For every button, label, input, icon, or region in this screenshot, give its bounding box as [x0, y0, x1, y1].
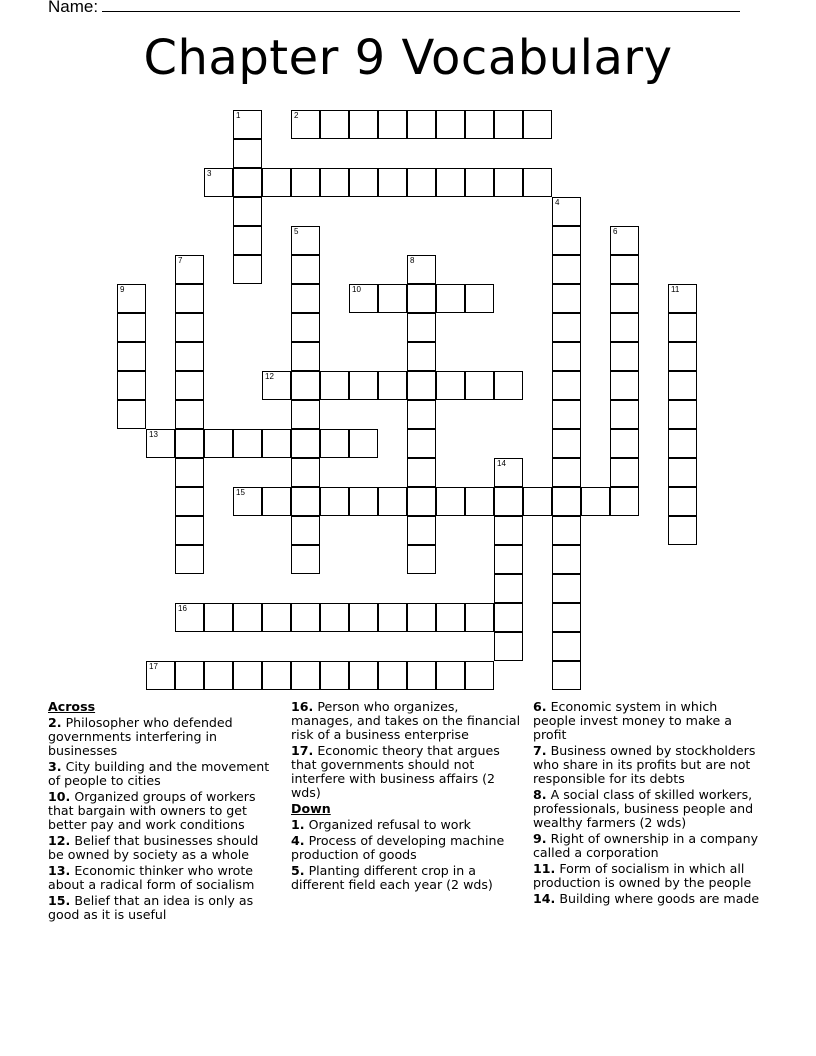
crossword-cell[interactable]	[349, 603, 378, 632]
crossword-cell[interactable]	[494, 487, 523, 516]
crossword-cell[interactable]	[204, 603, 233, 632]
crossword-cell[interactable]	[610, 284, 639, 313]
crossword-cell[interactable]	[436, 371, 465, 400]
crossword-cell[interactable]	[175, 255, 204, 284]
crossword-cell[interactable]	[233, 487, 262, 516]
clue-across-2: 2. Philosopher who defended governments interfering in businesses	[48, 715, 233, 758]
crossword-cell[interactable]	[175, 603, 204, 632]
crossword-cell[interactable]	[407, 429, 436, 458]
crossword-cell[interactable]	[262, 429, 291, 458]
clue-down-7: 7. Business owned by stockholders who share in its profits but are not responsible for its debts	[533, 743, 756, 786]
crossword-cell[interactable]	[204, 168, 233, 197]
crossword-cell[interactable]	[436, 603, 465, 632]
crossword-cell[interactable]	[407, 168, 436, 197]
crossword-cell[interactable]	[291, 545, 320, 574]
crossword-cell[interactable]	[233, 197, 262, 226]
crossword-cell[interactable]	[378, 168, 407, 197]
clue-down-6: 6. Economic system in which people invest money to make a profit	[533, 699, 732, 742]
crossword-cell[interactable]	[610, 429, 639, 458]
crossword-cell[interactable]	[407, 371, 436, 400]
crossword-cell[interactable]	[320, 110, 349, 139]
clue-down-8: 8. A social class of skilled workers, professionals, business people and wealthy farmers (2 wds)	[533, 787, 754, 830]
crossword-cell[interactable]	[436, 110, 465, 139]
crossword-cell[interactable]	[262, 661, 291, 690]
clue-number: 14	[497, 459, 506, 468]
crossword-cell[interactable]	[668, 400, 697, 429]
clue-number: 12	[265, 372, 274, 381]
crossword-cell[interactable]	[291, 400, 320, 429]
crossword-cell[interactable]	[407, 487, 436, 516]
clue-across-10: 10. Organized groups of workers that bargain with owners to get better pay and work conditions	[48, 789, 256, 832]
crossword-cell[interactable]	[407, 516, 436, 545]
crossword-cell[interactable]	[291, 487, 320, 516]
crossword-cell[interactable]	[610, 487, 639, 516]
crossword-cell[interactable]	[378, 661, 407, 690]
crossword-cell[interactable]	[552, 313, 581, 342]
clue-number: 2	[294, 111, 299, 120]
crossword-cell[interactable]	[320, 603, 349, 632]
crossword-cell[interactable]	[552, 516, 581, 545]
crossword-cell[interactable]	[668, 429, 697, 458]
crossword-cell[interactable]	[465, 487, 494, 516]
crossword-cell[interactable]	[146, 661, 175, 690]
crossword-cell[interactable]	[581, 487, 610, 516]
crossword-cell[interactable]	[610, 400, 639, 429]
crossword-cell[interactable]	[610, 458, 639, 487]
crossword-cell[interactable]	[407, 313, 436, 342]
crossword-cell[interactable]	[291, 516, 320, 545]
crossword-cell[interactable]	[494, 110, 523, 139]
crossword-cell[interactable]	[494, 545, 523, 574]
crossword-cell[interactable]	[175, 313, 204, 342]
crossword-cell[interactable]	[436, 168, 465, 197]
crossword-cell[interactable]	[320, 168, 349, 197]
crossword-cell[interactable]	[233, 139, 262, 168]
crossword-cell[interactable]	[610, 371, 639, 400]
clues-column-3	[533, 700, 763, 908]
clues-column-1	[48, 700, 278, 924]
crossword-cell[interactable]	[523, 168, 552, 197]
crossword-cell[interactable]	[291, 458, 320, 487]
clue-across-16: 16. Person who organizes, manages, and takes on the financial risk of a business enterprise	[291, 699, 521, 742]
crossword-cell[interactable]	[291, 429, 320, 458]
crossword-cell[interactable]	[552, 545, 581, 574]
across-heading: Across	[48, 699, 96, 714]
crossword-cell[interactable]	[262, 168, 291, 197]
clue-across-15: 15. Belief that an idea is only as good as it is useful	[48, 893, 254, 922]
clue-across-12: 12. Belief that businesses should be owned by society as a whole	[48, 833, 259, 862]
crossword-cell[interactable]	[523, 110, 552, 139]
crossword-cell[interactable]	[465, 371, 494, 400]
crossword-cell[interactable]	[378, 603, 407, 632]
crossword-cell[interactable]	[465, 603, 494, 632]
crossword-cell[interactable]	[320, 429, 349, 458]
crossword-cell[interactable]	[175, 342, 204, 371]
crossword-cell[interactable]	[349, 284, 378, 313]
crossword-cell[interactable]	[610, 313, 639, 342]
crossword-cell[interactable]	[204, 429, 233, 458]
crossword-cell[interactable]	[436, 284, 465, 313]
crossword-cell[interactable]	[668, 342, 697, 371]
crossword-cell[interactable]	[291, 226, 320, 255]
crossword-cell[interactable]	[494, 574, 523, 603]
crossword-cell[interactable]	[465, 284, 494, 313]
crossword-cell[interactable]	[291, 168, 320, 197]
crossword-cell[interactable]	[291, 110, 320, 139]
crossword-cell[interactable]	[117, 313, 146, 342]
crossword-cell[interactable]	[175, 487, 204, 516]
crossword-cell[interactable]	[233, 603, 262, 632]
crossword-cell[interactable]	[465, 661, 494, 690]
crossword-cell[interactable]	[407, 342, 436, 371]
crossword-cell[interactable]	[175, 458, 204, 487]
clue-down-11: 11. Form of socialism in which all production is owned by the people	[533, 861, 752, 890]
clue-down-14: 14. Building where goods are made	[533, 891, 760, 906]
crossword-cell[interactable]	[320, 371, 349, 400]
clue-number: 8	[410, 256, 415, 265]
crossword-cell[interactable]	[494, 632, 523, 661]
crossword-cell[interactable]	[668, 516, 697, 545]
clue-number: 1	[236, 111, 241, 120]
crossword-cell[interactable]	[233, 168, 262, 197]
crossword-cell[interactable]	[407, 603, 436, 632]
crossword-cell[interactable]	[668, 458, 697, 487]
crossword-cell[interactable]	[349, 429, 378, 458]
crossword-cell[interactable]	[378, 284, 407, 313]
clue-number: 17	[149, 662, 158, 671]
crossword-cell[interactable]	[523, 487, 552, 516]
crossword-cell[interactable]	[349, 371, 378, 400]
crossword-cell[interactable]	[146, 429, 175, 458]
crossword-cell[interactable]	[349, 661, 378, 690]
crossword-cell[interactable]	[175, 429, 204, 458]
crossword-cell[interactable]	[407, 110, 436, 139]
crossword-cell[interactable]	[552, 661, 581, 690]
crossword-cell[interactable]	[610, 342, 639, 371]
crossword-cell[interactable]	[175, 284, 204, 313]
page-title: Chapter 9 Vocabulary	[143, 30, 673, 86]
crossword-cell[interactable]	[668, 284, 697, 313]
crossword-cell[interactable]	[407, 255, 436, 284]
crossword-cell[interactable]	[320, 661, 349, 690]
crossword-cell[interactable]	[233, 226, 262, 255]
crossword-cell[interactable]	[494, 371, 523, 400]
crossword-cell[interactable]	[552, 400, 581, 429]
crossword-cell[interactable]	[291, 313, 320, 342]
name-blank[interactable]	[102, 0, 740, 12]
crossword-cell[interactable]	[552, 284, 581, 313]
crossword-cell[interactable]	[465, 110, 494, 139]
clue-number: 15	[236, 488, 245, 497]
crossword-cell[interactable]	[175, 516, 204, 545]
crossword-cell[interactable]	[262, 487, 291, 516]
crossword-cell[interactable]	[552, 632, 581, 661]
crossword-cell[interactable]	[117, 371, 146, 400]
crossword-cell[interactable]	[552, 371, 581, 400]
crossword-cell[interactable]	[175, 545, 204, 574]
name-line	[48, 0, 740, 17]
crossword-cell[interactable]	[407, 400, 436, 429]
crossword-cell[interactable]	[204, 661, 233, 690]
clue-number: 6	[613, 227, 618, 236]
crossword-cell[interactable]	[175, 661, 204, 690]
crossword-cell[interactable]	[291, 661, 320, 690]
crossword-cell[interactable]	[552, 226, 581, 255]
clue-down-9: 9. Right of ownership in a company called a corporation	[533, 831, 759, 860]
clues-column-2	[291, 700, 521, 894]
crossword-cell[interactable]	[465, 168, 494, 197]
crossword-cell[interactable]	[407, 661, 436, 690]
crossword-cell[interactable]	[668, 313, 697, 342]
clue-number: 9	[120, 285, 125, 294]
down-heading: Down	[291, 801, 331, 816]
crossword-cell[interactable]	[378, 110, 407, 139]
crossword-cell[interactable]	[552, 574, 581, 603]
crossword-cell[interactable]	[552, 458, 581, 487]
crossword-cell[interactable]	[175, 400, 204, 429]
crossword-cell[interactable]	[291, 342, 320, 371]
crossword-cell[interactable]	[291, 284, 320, 313]
clue-number: 4	[555, 198, 560, 207]
clue-across-17: 17. Economic theory that argues that governments should not interfere with business affairs (2 wds)	[291, 743, 500, 800]
crossword-cell[interactable]	[175, 371, 204, 400]
crossword-cell[interactable]	[552, 197, 581, 226]
crossword-cell[interactable]	[494, 168, 523, 197]
crossword-cell[interactable]	[552, 255, 581, 284]
crossword-cell[interactable]	[233, 429, 262, 458]
clue-number: 3	[207, 169, 212, 178]
crossword-cell[interactable]	[668, 487, 697, 516]
crossword-cell[interactable]	[378, 371, 407, 400]
crossword-cell[interactable]	[233, 110, 262, 139]
crossword-cell[interactable]	[378, 487, 407, 516]
crossword-cell[interactable]	[407, 545, 436, 574]
clue-down-5: 5. Planting different crop in a different field each year (2 wds)	[291, 863, 493, 892]
clue-down-1: 1. Organized refusal to work	[291, 817, 471, 832]
clue-across-13: 13. Economic thinker who wrote about a radical form of socialism	[48, 863, 255, 892]
clue-number: 11	[671, 285, 680, 294]
crossword-cell[interactable]	[262, 603, 291, 632]
crossword-cell[interactable]	[494, 516, 523, 545]
crossword-cell[interactable]	[552, 429, 581, 458]
crossword-cell[interactable]	[494, 603, 523, 632]
crossword-cell[interactable]	[117, 400, 146, 429]
clue-number: 16	[178, 604, 187, 613]
crossword-cell[interactable]	[552, 603, 581, 632]
name-label: Name:	[48, 0, 99, 16]
clue-down-4: 4. Process of developing machine production of goods	[291, 833, 505, 862]
crossword-cell[interactable]	[233, 661, 262, 690]
crossword-cell[interactable]	[407, 458, 436, 487]
crossword-cell[interactable]	[291, 603, 320, 632]
crossword-cell[interactable]	[552, 487, 581, 516]
crossword-cell[interactable]	[349, 110, 378, 139]
clue-number: 13	[149, 430, 158, 439]
crossword-cell[interactable]	[610, 255, 639, 284]
clue-number: 5	[294, 227, 299, 236]
crossword-cell[interactable]	[262, 371, 291, 400]
crossword-cell[interactable]	[320, 487, 349, 516]
crossword-cell[interactable]	[436, 487, 465, 516]
crossword-cell[interactable]	[291, 255, 320, 284]
crossword-cell[interactable]	[233, 255, 262, 284]
crossword-cell[interactable]	[117, 284, 146, 313]
crossword-cell[interactable]	[349, 168, 378, 197]
crossword-cell[interactable]	[552, 342, 581, 371]
clue-number: 7	[178, 256, 183, 265]
clue-across-3: 3. City building and the movement of people to cities	[48, 759, 270, 788]
clue-number: 10	[352, 285, 361, 294]
crossword-cell[interactable]	[117, 342, 146, 371]
crossword-cell[interactable]	[494, 458, 523, 487]
crossword-cell[interactable]	[436, 661, 465, 690]
crossword-cell[interactable]	[291, 371, 320, 400]
crossword-cell[interactable]	[407, 284, 436, 313]
crossword-cell[interactable]	[610, 226, 639, 255]
crossword-cell[interactable]	[668, 371, 697, 400]
crossword-cell[interactable]	[349, 487, 378, 516]
